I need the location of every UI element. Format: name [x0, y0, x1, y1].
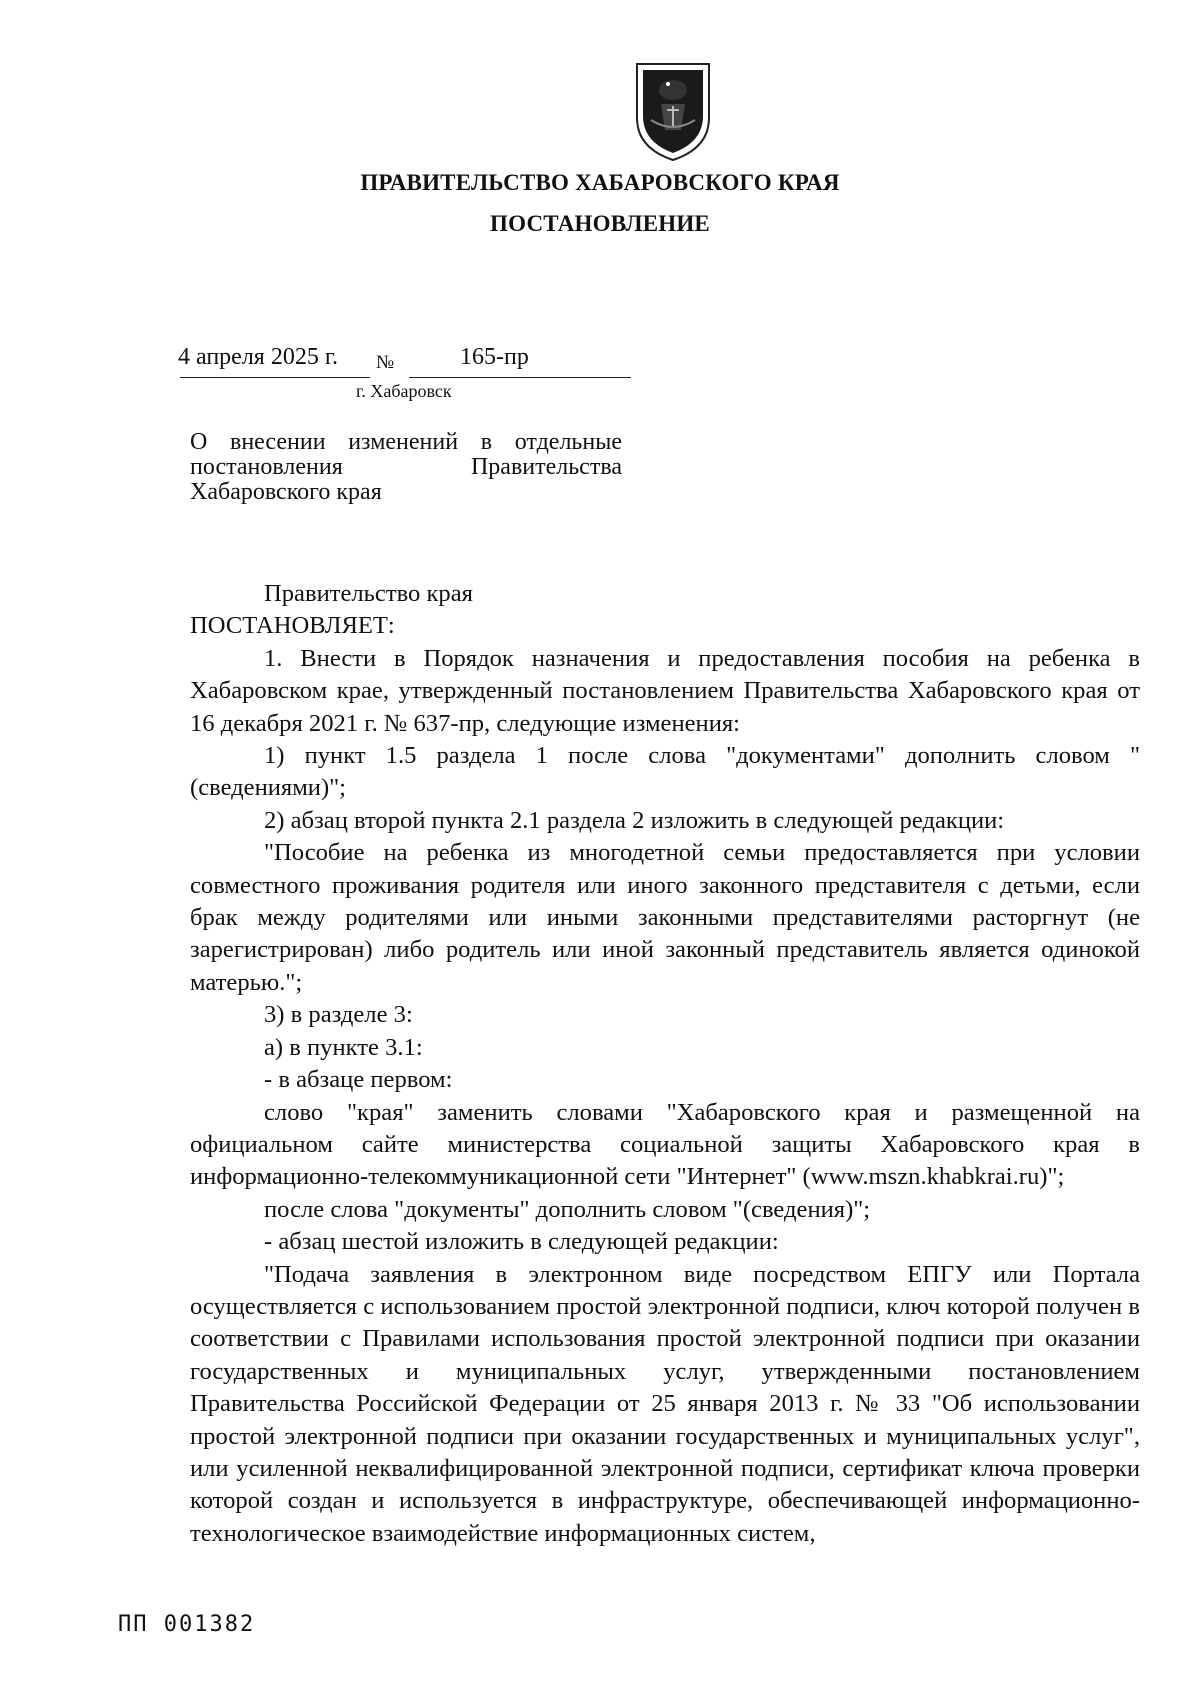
- body-paragraph: слово "края" заменить словами "Хабаровского края и размещенной на официальном сайте министерства социальной защиты Хабаровского края в информационно-телекоммуникационной сети "Интернет" (www.mszn.khabkrai.ru)";: [190, 1098, 1140, 1191]
- body-decree: ПОСТАНОВЛЯЕТ:: [190, 612, 395, 640]
- number-underline: [409, 377, 631, 378]
- body-paragraph: 2) абзац второй пункта 2.1 раздела 2 изложить в следующей редакции:: [264, 806, 1005, 834]
- document-subject: [190, 430, 622, 505]
- footer-serial: ПП 001382: [118, 1612, 256, 1637]
- document-type: ПОСТАНОВЛЕНИЕ: [490, 211, 710, 236]
- body-paragraph: 1) пункт 1.5 раздела 1 после слова "документами" дополнить словом "(сведениями)";: [190, 742, 1140, 802]
- number-sign: №: [376, 352, 395, 373]
- body-paragraph: после слова "документы" дополнить словом "(сведения)";: [264, 1195, 871, 1223]
- organization-name: ПРАВИТЕЛЬСТВО ХАБАРОВСКОГО КРАЯ: [360, 170, 840, 195]
- body-paragraph: - в абзаце первом:: [264, 1066, 453, 1094]
- document-city: г. Хабаровск: [356, 381, 452, 401]
- subject-line: Хабаровского края: [190, 479, 382, 505]
- subject-line: постановления Правительства: [190, 454, 622, 480]
- document-date: 4 апреля 2025 г.: [178, 344, 338, 370]
- date-underline: [180, 377, 370, 378]
- body-paragraph: а) в пункте 3.1:: [264, 1033, 423, 1061]
- document-body: [190, 578, 1140, 1550]
- subject-line: О внесении изменений в отдельные: [190, 429, 622, 455]
- document-number: 165-пр: [460, 344, 529, 370]
- body-paragraph: 3) в разделе 3:: [264, 1001, 413, 1029]
- body-paragraph: 1. Внести в Порядок назначения и предоставления пособия на ребенка в Хабаровском крае, утвержденный постановлением Правительства Хабаровского края от 16 декабря 2021 г. № 637-пр, следующие изменения:: [190, 644, 1140, 737]
- body-intro: Правительство края: [264, 580, 473, 607]
- body-paragraph: "Пособие на ребенка из многодетной семьи предоставляется при условии совместного проживания родителя или иного законного представителя с детьми, если брак между родителями или иными законными представителями расторгнут (не зарегистрирован) либо родитель или иной законный представитель является одинокой матерью.";: [190, 839, 1140, 996]
- body-paragraph: - абзац шестой изложить в следующей редакции:: [264, 1228, 779, 1256]
- body-paragraph: "Подача заявления в электронном виде посредством ЕПГУ или Портала осуществляется с использованием простой электронной подписи, ключ которой получен в соответствии с Правилами использования простой электронной подписи при оказании государственных и муниципальных услуг, утвержденными постановлением Правительства Российской Федерации от 25 января 2013 г. № 33 "Об использовании простой электронной подписи при оказании государственных и муниципальных услуг", или усиленной неквалифицированной электронной подписи, сертификат ключа проверки которой создан и используется в инфраструктуре, обеспечивающей информационно-технологическое взаимодействие информационных систем,: [190, 1260, 1140, 1547]
- khabarovsk-coat-of-arms-icon: [631, 60, 715, 164]
